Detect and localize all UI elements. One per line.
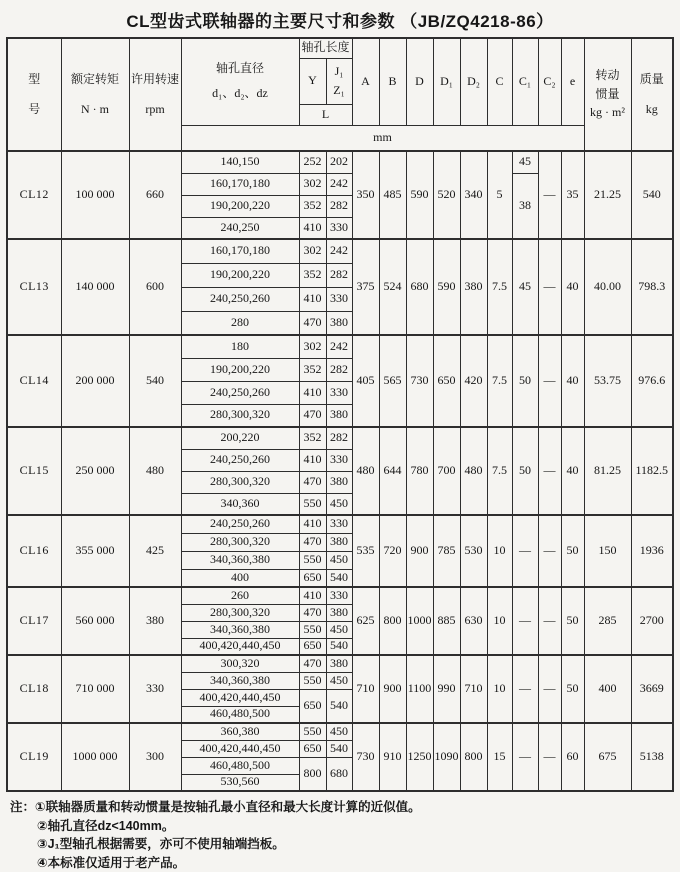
cell-bore-diameter: 460,480,500	[181, 706, 299, 723]
cell-length-y: 550	[299, 723, 326, 740]
notes-label: 注：	[10, 798, 35, 817]
cell-model: CL17	[7, 587, 61, 655]
cell-length-y: 410	[299, 381, 326, 404]
cell-length-jz: 450	[326, 723, 352, 740]
cell-dim-c2: —	[538, 151, 561, 239]
cell-model: CL18	[7, 655, 61, 723]
cell-bore-diameter: 460,480,500	[181, 757, 299, 774]
cell-bore-diameter: 340,360	[181, 493, 299, 515]
cell-bore-diameter: 400,420,440,450	[181, 638, 299, 655]
cell-bore-diameter: 280,300,320	[181, 404, 299, 427]
cell-dim-b: 644	[379, 427, 406, 515]
cell-torque: 355 000	[61, 515, 129, 587]
cell-length-jz: 242	[326, 335, 352, 358]
cell-bore-diameter: 140,150	[181, 151, 299, 173]
col-header-length-z1: Z₁	[327, 81, 352, 100]
header-row-1	[7, 38, 673, 58]
cell-dim-c: 7.5	[487, 239, 512, 335]
cell-bore-diameter: 190,200,220	[181, 195, 299, 217]
col-header-bore-length: 轴孔长度	[299, 38, 352, 58]
cell-length-jz: 380	[326, 404, 352, 427]
cell-inertia: 81.25	[584, 427, 631, 515]
cell-dim-c: 15	[487, 723, 512, 791]
col-header-mass-label: 质量	[632, 73, 673, 87]
cell-dim-c1: 45	[512, 239, 538, 335]
cell-dim-c2: —	[538, 239, 561, 335]
col-header-inertia	[584, 38, 631, 151]
cell-torque: 100 000	[61, 151, 129, 239]
cell-length-jz: 680	[326, 757, 352, 791]
col-header-dim-e: e	[561, 38, 584, 125]
table-row	[7, 335, 673, 358]
cell-dim-c: 7.5	[487, 335, 512, 427]
cell-dim-a: 710	[352, 655, 379, 723]
cell-bore-diameter: 360,380	[181, 723, 299, 740]
cell-bore-diameter: 160,170,180	[181, 239, 299, 263]
col-header-bore-diameter-label: 轴孔直径	[182, 62, 299, 76]
cell-model: CL14	[7, 335, 61, 427]
col-header-dim-d: D	[406, 38, 433, 125]
col-header-dim-c1: C₁	[512, 38, 538, 125]
col-header-dim-a: A	[352, 38, 379, 125]
cell-length-jz: 540	[326, 638, 352, 655]
cell-torque: 710 000	[61, 655, 129, 723]
cell-bore-diameter: 300,320	[181, 655, 299, 672]
cell-length-y: 302	[299, 239, 326, 263]
cell-inertia: 21.25	[584, 151, 631, 239]
table-row	[7, 587, 673, 604]
cell-length-jz: 450	[326, 621, 352, 638]
table-row	[7, 515, 673, 533]
cell-torque: 560 000	[61, 587, 129, 655]
col-header-dim-c: C	[487, 38, 512, 125]
col-header-dim-d1: D₁	[433, 38, 460, 125]
cell-dim-e: 40	[561, 239, 584, 335]
cell-dim-d1: 520	[433, 151, 460, 239]
cell-dim-c: 7.5	[487, 427, 512, 515]
cell-length-jz: 330	[326, 217, 352, 239]
cell-length-jz: 380	[326, 311, 352, 335]
cell-length-y: 800	[299, 757, 326, 791]
cell-torque: 250 000	[61, 427, 129, 515]
note-line-2	[10, 817, 680, 836]
cell-length-y: 650	[299, 740, 326, 757]
cell-mass: 540	[631, 151, 673, 239]
cell-mass: 3669	[631, 655, 673, 723]
cell-dim-d: 680	[406, 239, 433, 335]
cell-bore-diameter: 240,250,260	[181, 287, 299, 311]
cell-length-jz: 242	[326, 173, 352, 195]
cell-dim-b: 910	[379, 723, 406, 791]
col-header-bore-diameter	[181, 38, 299, 125]
table-row	[7, 655, 673, 672]
cell-dim-a: 350	[352, 151, 379, 239]
cell-dim-d1: 990	[433, 655, 460, 723]
cell-bore-diameter: 340,360,380	[181, 551, 299, 569]
cell-bore-diameter: 530,560	[181, 774, 299, 791]
cell-torque: 200 000	[61, 335, 129, 427]
cell-length-y: 650	[299, 569, 326, 587]
cell-bore-diameter: 280	[181, 311, 299, 335]
col-header-length-j1: J₁	[327, 62, 352, 81]
cell-length-y: 550	[299, 621, 326, 638]
cell-dim-c1: —	[512, 515, 538, 587]
cell-dim-c2: —	[538, 655, 561, 723]
cell-dim-c1: 38	[512, 173, 538, 239]
cell-dim-d2: 800	[460, 723, 487, 791]
cell-dim-a: 625	[352, 587, 379, 655]
cell-length-y: 470	[299, 404, 326, 427]
table-row	[7, 151, 673, 173]
cell-dim-d: 590	[406, 151, 433, 239]
cell-dim-d2: 630	[460, 587, 487, 655]
cell-bore-diameter: 180	[181, 335, 299, 358]
cell-length-jz: 380	[326, 604, 352, 621]
col-header-dim-d2: D₂	[460, 38, 487, 125]
cell-model: CL19	[7, 723, 61, 791]
cell-length-y: 352	[299, 427, 326, 449]
cell-dim-d: 730	[406, 335, 433, 427]
cell-length-y: 352	[299, 263, 326, 287]
col-header-model	[7, 38, 61, 151]
cell-bore-diameter: 200,220	[181, 427, 299, 449]
cell-dim-b: 720	[379, 515, 406, 587]
cell-bore-diameter: 190,200,220	[181, 358, 299, 381]
cell-length-jz: 450	[326, 672, 352, 689]
cell-model: CL12	[7, 151, 61, 239]
cell-length-y: 252	[299, 151, 326, 173]
cell-dim-c: 10	[487, 515, 512, 587]
cell-dim-e: 50	[561, 515, 584, 587]
cell-length-jz: 330	[326, 587, 352, 604]
cell-bore-diameter: 160,170,180	[181, 173, 299, 195]
cell-length-jz: 242	[326, 239, 352, 263]
cell-bore-diameter: 240,250	[181, 217, 299, 239]
cell-speed: 330	[129, 655, 181, 723]
cell-speed: 600	[129, 239, 181, 335]
cell-length-jz: 202	[326, 151, 352, 173]
note-text-3: ③J₁型轴孔根据需要，亦可不使用轴端挡板。	[37, 835, 285, 854]
cell-length-jz: 380	[326, 655, 352, 672]
cell-dim-c1: —	[512, 655, 538, 723]
cell-length-jz: 540	[326, 740, 352, 757]
cell-length-y: 470	[299, 655, 326, 672]
cell-length-y: 410	[299, 587, 326, 604]
cell-length-y: 650	[299, 638, 326, 655]
cell-dim-c2: —	[538, 515, 561, 587]
col-header-inertia-unit: kg · m²	[585, 106, 631, 120]
cell-dim-e: 35	[561, 151, 584, 239]
cell-dim-e: 40	[561, 427, 584, 515]
cell-dim-c: 5	[487, 151, 512, 239]
cell-bore-diameter: 340,360,380	[181, 672, 299, 689]
cell-length-y: 410	[299, 449, 326, 471]
col-header-torque-label: 额定转矩	[62, 73, 129, 87]
cell-speed: 300	[129, 723, 181, 791]
cell-dim-b: 524	[379, 239, 406, 335]
cell-length-y: 410	[299, 287, 326, 311]
cell-length-y: 352	[299, 358, 326, 381]
cell-length-y: 302	[299, 173, 326, 195]
cell-torque: 140 000	[61, 239, 129, 335]
cell-dim-d2: 710	[460, 655, 487, 723]
cell-dim-d2: 420	[460, 335, 487, 427]
cell-dim-c2: —	[538, 335, 561, 427]
col-header-length-y: Y	[299, 58, 326, 104]
cell-length-jz: 330	[326, 381, 352, 404]
cell-dim-c1: 45	[512, 151, 538, 173]
cell-length-jz: 330	[326, 287, 352, 311]
cell-bore-diameter: 260	[181, 587, 299, 604]
col-header-speed	[129, 38, 181, 151]
col-header-torque	[61, 38, 129, 151]
cell-dim-a: 535	[352, 515, 379, 587]
cell-length-y: 410	[299, 515, 326, 533]
cell-length-jz: 282	[326, 263, 352, 287]
cell-length-y: 410	[299, 217, 326, 239]
cell-length-jz: 450	[326, 493, 352, 515]
cell-dim-d: 1250	[406, 723, 433, 791]
cell-bore-diameter: 280,300,320	[181, 604, 299, 621]
cell-bore-diameter: 400	[181, 569, 299, 587]
cell-dim-a: 405	[352, 335, 379, 427]
cell-length-y: 650	[299, 689, 326, 723]
table-row	[7, 427, 673, 449]
cell-dim-d1: 700	[433, 427, 460, 515]
cell-dim-d: 780	[406, 427, 433, 515]
cell-dim-c1: 50	[512, 427, 538, 515]
cell-dim-d: 900	[406, 515, 433, 587]
table-header	[7, 38, 673, 151]
cell-mass: 2700	[631, 587, 673, 655]
col-header-speed-unit: rpm	[130, 103, 181, 117]
cell-dim-c2: —	[538, 427, 561, 515]
cell-bore-diameter: 240,250,260	[181, 449, 299, 471]
col-header-mass	[631, 38, 673, 151]
cell-speed: 480	[129, 427, 181, 515]
cell-dim-e: 40	[561, 335, 584, 427]
cell-bore-diameter: 190,200,220	[181, 263, 299, 287]
cell-dim-d: 1100	[406, 655, 433, 723]
cell-dim-c1: —	[512, 723, 538, 791]
cell-dim-d1: 590	[433, 239, 460, 335]
table-body	[7, 151, 673, 791]
col-header-length-l: L	[299, 104, 352, 125]
cell-dim-c1: 50	[512, 335, 538, 427]
coupling-spec-table	[6, 37, 674, 792]
cell-bore-diameter: 400,420,440,450	[181, 740, 299, 757]
cell-dim-a: 375	[352, 239, 379, 335]
note-text-4: ④本标准仅适用于老产品。	[37, 854, 185, 872]
cell-dim-b: 900	[379, 655, 406, 723]
cell-length-y: 470	[299, 533, 326, 551]
cell-bore-diameter: 280,300,320	[181, 471, 299, 493]
cell-speed: 540	[129, 335, 181, 427]
cell-dim-a: 480	[352, 427, 379, 515]
cell-length-jz: 282	[326, 427, 352, 449]
col-header-inertia-line2: 惯量	[585, 88, 631, 102]
cell-dim-a: 730	[352, 723, 379, 791]
cell-speed: 380	[129, 587, 181, 655]
col-header-dim-c2: C₂	[538, 38, 561, 125]
cell-mass: 798.3	[631, 239, 673, 335]
cell-dim-d: 1000	[406, 587, 433, 655]
table-row	[7, 723, 673, 740]
cell-length-jz: 540	[326, 569, 352, 587]
cell-length-jz: 282	[326, 358, 352, 381]
cell-length-y: 550	[299, 672, 326, 689]
col-header-speed-label: 许用转速	[130, 73, 181, 87]
cell-inertia: 400	[584, 655, 631, 723]
cell-length-y: 550	[299, 493, 326, 515]
notes	[10, 798, 680, 872]
cell-dim-d1: 650	[433, 335, 460, 427]
cell-length-y: 470	[299, 471, 326, 493]
note-line-4	[10, 854, 680, 872]
table-row	[7, 239, 673, 263]
note-line-3	[10, 835, 680, 854]
cell-speed: 660	[129, 151, 181, 239]
cell-bore-diameter: 240,250,260	[181, 515, 299, 533]
cell-length-jz: 380	[326, 533, 352, 551]
note-text-1: ①联轴器质量和转动惯量是按轴孔最小直径和最大长度计算的近似值。	[35, 798, 421, 817]
cell-dim-d2: 530	[460, 515, 487, 587]
cell-model: CL15	[7, 427, 61, 515]
cell-torque: 1000 000	[61, 723, 129, 791]
cell-length-jz: 330	[326, 449, 352, 471]
cell-inertia: 150	[584, 515, 631, 587]
note-text-2: ②轴孔直径dz<140mm。	[37, 817, 174, 836]
cell-dim-c: 10	[487, 587, 512, 655]
cell-length-jz: 450	[326, 551, 352, 569]
cell-length-jz: 540	[326, 689, 352, 723]
cell-length-jz: 330	[326, 515, 352, 533]
cell-dim-d1: 1090	[433, 723, 460, 791]
col-header-model-line2: 号	[8, 103, 61, 117]
col-header-length-j1z1	[326, 58, 352, 104]
cell-bore-diameter: 240,250,260	[181, 381, 299, 404]
cell-dim-d2: 340	[460, 151, 487, 239]
cell-dim-e: 50	[561, 655, 584, 723]
cell-mass: 1182.5	[631, 427, 673, 515]
cell-mass: 976.6	[631, 335, 673, 427]
cell-dim-d1: 785	[433, 515, 460, 587]
cell-dim-d2: 380	[460, 239, 487, 335]
cell-length-jz: 282	[326, 195, 352, 217]
cell-dim-b: 485	[379, 151, 406, 239]
cell-model: CL13	[7, 239, 61, 335]
col-header-bore-diameter-symbols: d₁、d₂、dz	[182, 87, 299, 101]
cell-bore-diameter: 280,300,320	[181, 533, 299, 551]
page-title: CL型齿式联轴器的主要尺寸和参数 （JB/ZQ4218-86）	[0, 0, 680, 32]
cell-dim-c: 10	[487, 655, 512, 723]
cell-inertia: 285	[584, 587, 631, 655]
cell-length-y: 302	[299, 335, 326, 358]
col-header-model-line1: 型	[8, 73, 61, 87]
cell-dim-b: 800	[379, 587, 406, 655]
col-header-inertia-line1: 转动	[585, 69, 631, 83]
col-header-mass-unit: kg	[632, 103, 673, 117]
cell-dim-d2: 480	[460, 427, 487, 515]
cell-model: CL16	[7, 515, 61, 587]
cell-dim-b: 565	[379, 335, 406, 427]
note-line-1	[10, 798, 680, 817]
cell-inertia: 40.00	[584, 239, 631, 335]
cell-mass: 1936	[631, 515, 673, 587]
cell-length-y: 352	[299, 195, 326, 217]
unit-mm-cell: mm	[181, 125, 584, 151]
cell-length-y: 470	[299, 311, 326, 335]
cell-bore-diameter: 340,360,380	[181, 621, 299, 638]
cell-dim-e: 60	[561, 723, 584, 791]
cell-dim-d1: 885	[433, 587, 460, 655]
cell-dim-c1: —	[512, 587, 538, 655]
cell-inertia: 675	[584, 723, 631, 791]
col-header-dim-b: B	[379, 38, 406, 125]
cell-bore-diameter: 400,420,440,450	[181, 689, 299, 706]
cell-length-y: 470	[299, 604, 326, 621]
cell-speed: 425	[129, 515, 181, 587]
cell-dim-e: 50	[561, 587, 584, 655]
cell-length-jz: 380	[326, 471, 352, 493]
cell-length-y: 550	[299, 551, 326, 569]
col-header-torque-unit: N · m	[62, 103, 129, 117]
cell-dim-c2: —	[538, 723, 561, 791]
cell-dim-c2: —	[538, 587, 561, 655]
cell-mass: 5138	[631, 723, 673, 791]
cell-inertia: 53.75	[584, 335, 631, 427]
